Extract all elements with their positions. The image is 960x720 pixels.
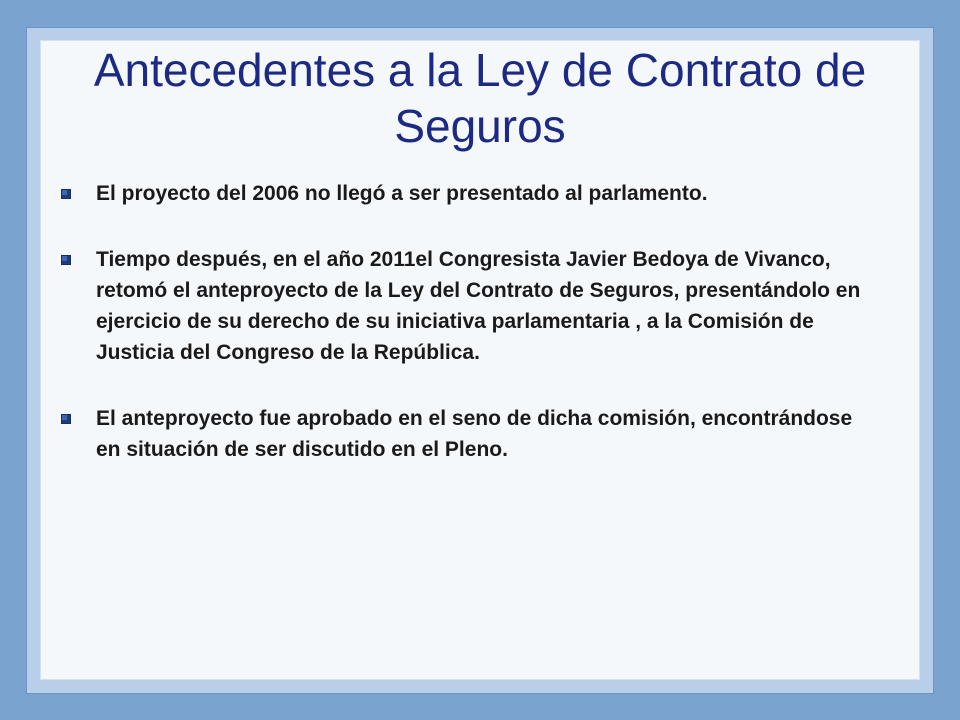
bullet-list xyxy=(60,178,880,465)
slide-title: Antecedentes a la Ley de Contrato de Seguros xyxy=(93,44,867,152)
bullet-item xyxy=(60,244,880,368)
bullet-item xyxy=(60,178,880,209)
square-bullet-icon xyxy=(61,414,71,424)
bullet-text: Tiempo después, en el año 2011el Congresista Javier Bedoya de Vivanco, retomó el anteproyecto de la Ley del Contrato de Seguros, presentándolo en ejercicio de su derecho de su iniciativa parlamentaria , a la Comisión de Justicia del Congreso de la República. xyxy=(96,248,861,364)
square-bullet-icon xyxy=(61,255,71,265)
bullet-text: El proyecto del 2006 no llegó a ser presentado al parlamento. xyxy=(96,182,708,205)
bullet-text: El anteproyecto fue aprobado en el seno de dicha comisión, encontrándose en situación de ser discutido en el Pleno. xyxy=(96,407,853,461)
bullet-item xyxy=(60,403,880,465)
square-bullet-icon xyxy=(61,189,71,199)
